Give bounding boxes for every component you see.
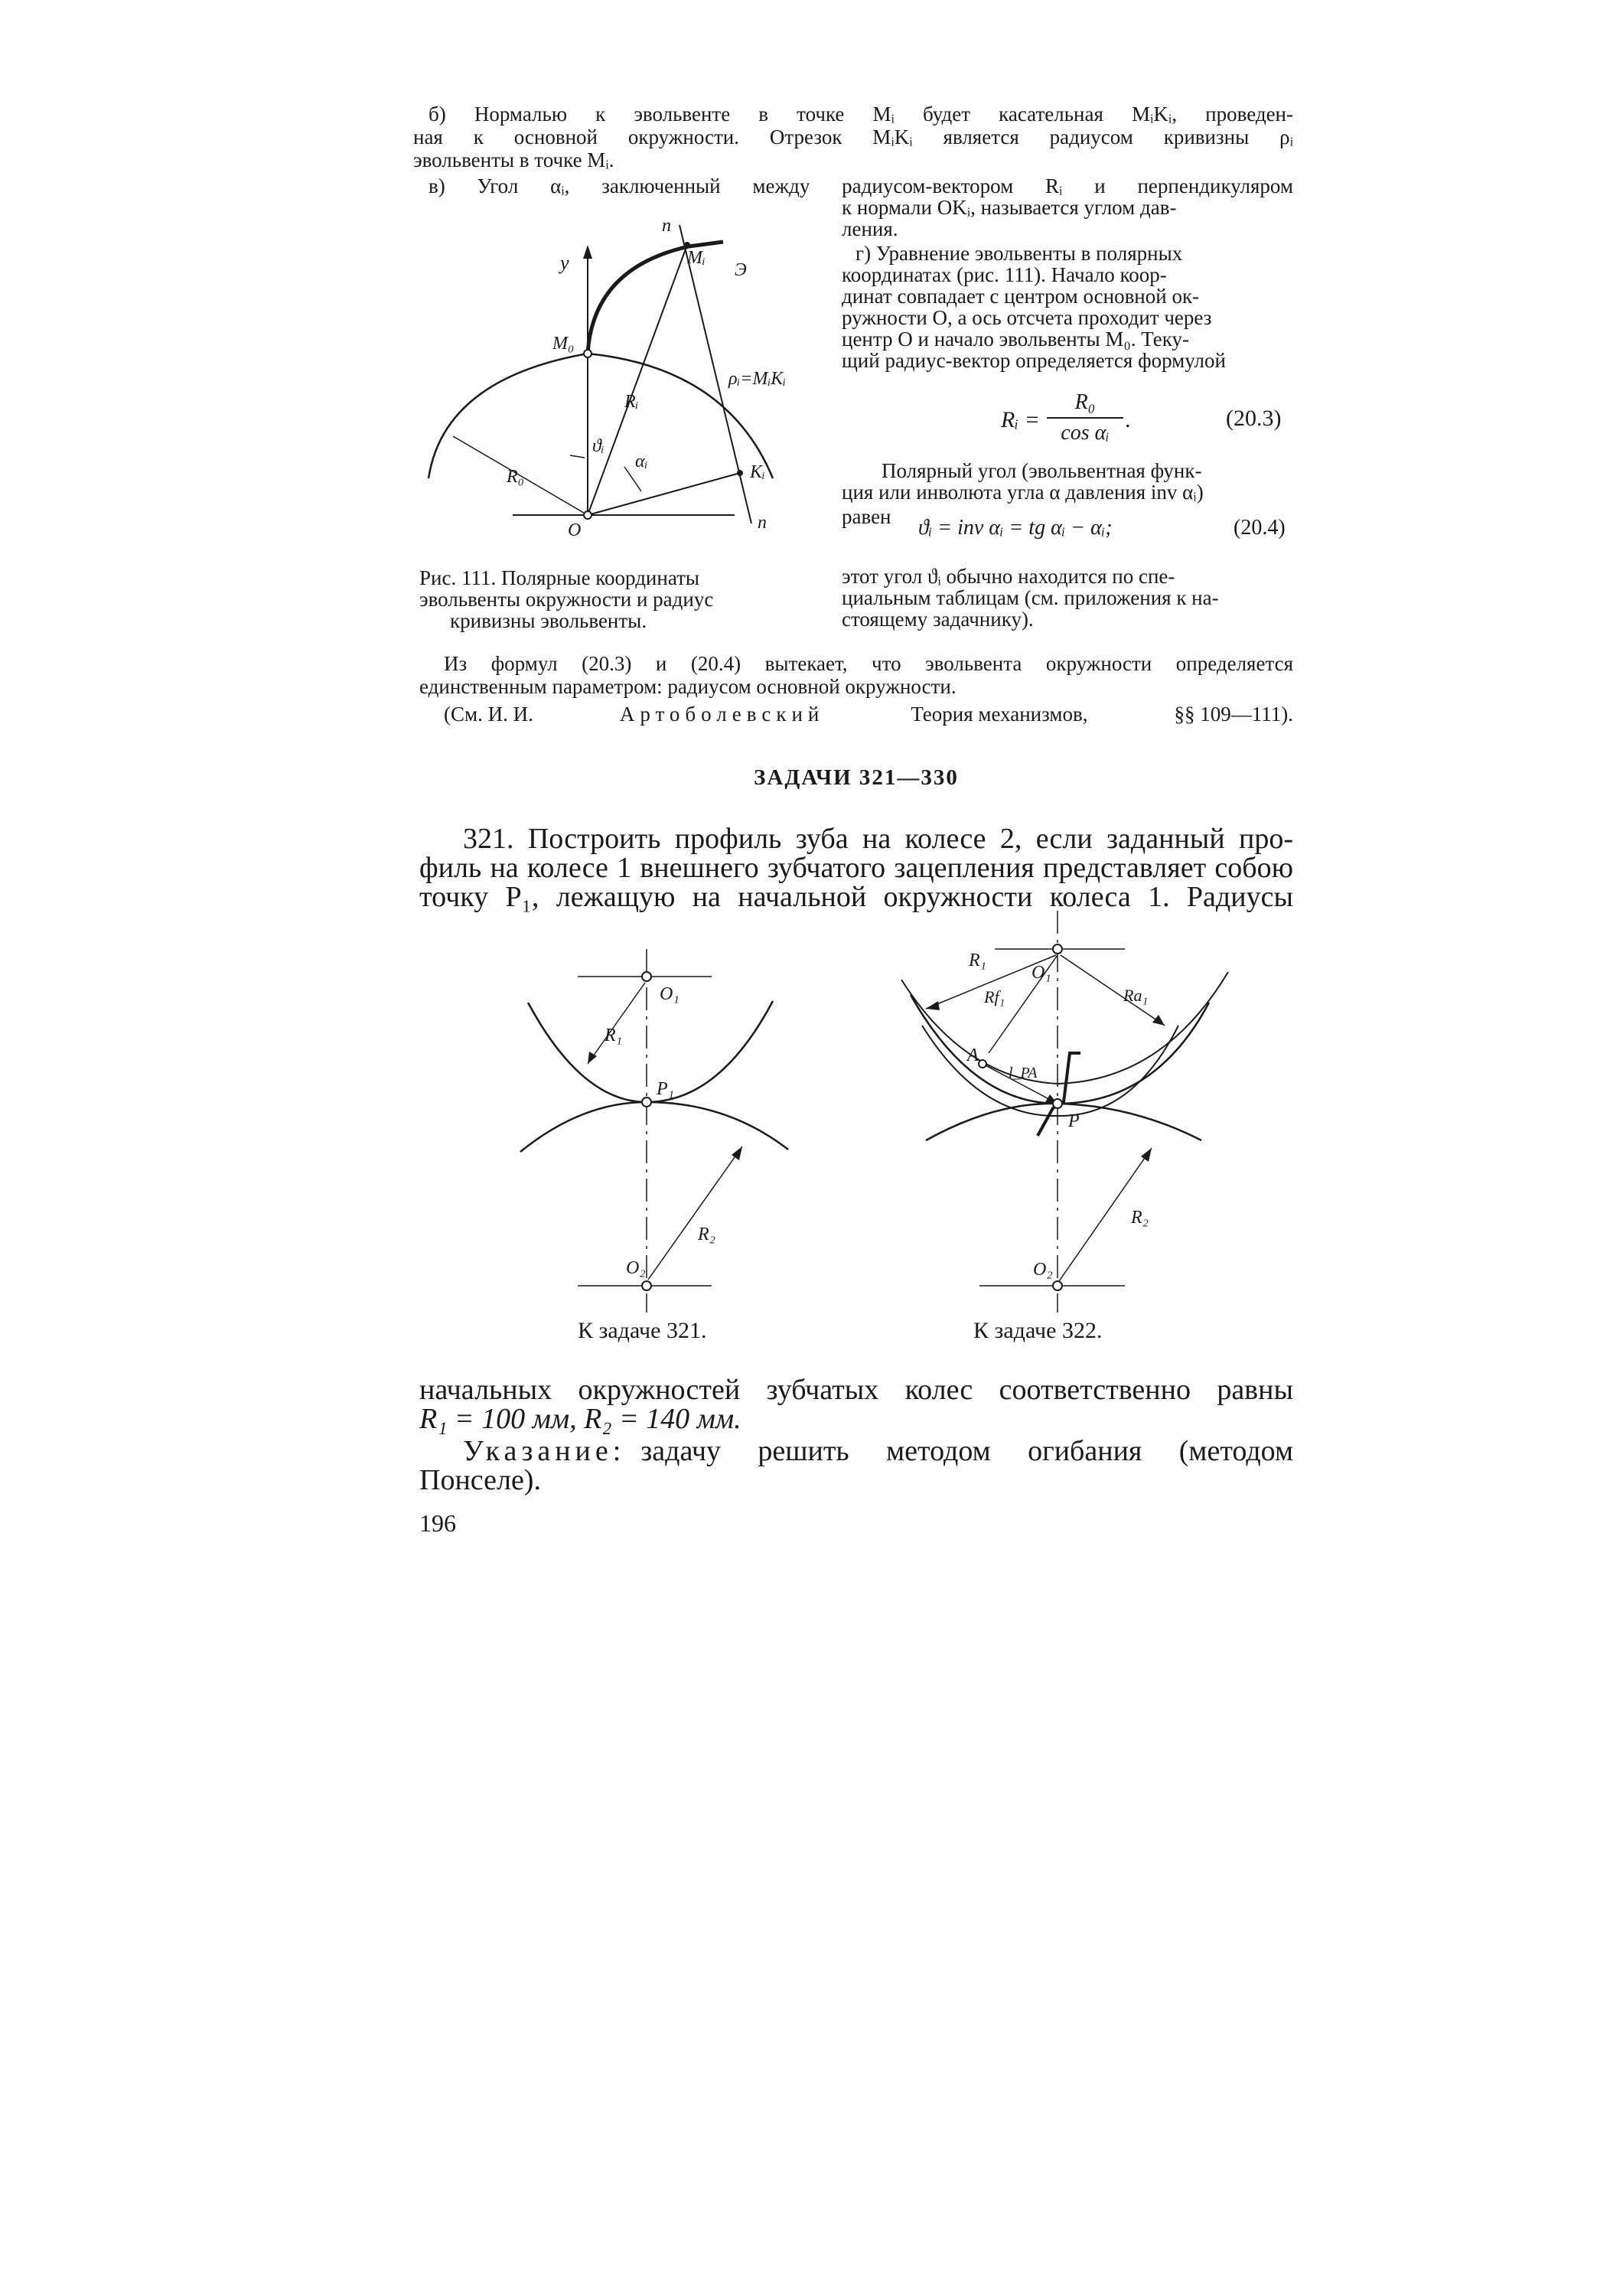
para-v-start: в) Угол αᵢ, заключенный между радиусом-вектором Rᵢ и перпендикуляром	[429, 174, 1293, 197]
para-g-line-1: г) Уравнение эвольвенты в полярных	[855, 242, 1183, 265]
hint-text: задачу решить методом огибания (методом	[640, 1435, 1293, 1467]
problem-cont-line-2: R₁ = 100 мм, R₂ = 140 мм.	[419, 1403, 741, 1435]
point-o1	[1053, 944, 1062, 954]
ra1-arrow	[1152, 1015, 1165, 1026]
reference-sections: §§ 109—111).	[1174, 703, 1293, 726]
ok-line	[588, 473, 740, 515]
para-g-line-4: ружности O, а ось отсчета проходит через	[842, 306, 1212, 329]
theta-arrow	[570, 455, 585, 458]
after-eq-line-1: этот угол ϑᵢ обычно находится по спе-	[842, 565, 1175, 588]
eq-204: ϑᵢ = inv αᵢ = tg αᵢ − αᵢ;	[918, 516, 1113, 540]
label-m0: M₀	[552, 334, 575, 354]
r1-arrow	[926, 1001, 940, 1010]
problem-321-line-1: 321. Построить профиль зуба на колесе 2, если заданный про-	[463, 823, 1293, 855]
label-n-bottom: n	[758, 513, 767, 533]
point-o2	[1053, 1281, 1062, 1290]
hint-line-1	[463, 1434, 1293, 1468]
label-o1: O₁	[1031, 963, 1051, 983]
label-rho: ρᵢ=MᵢKᵢ	[728, 369, 787, 389]
conclusion-line-1: Из формул (20.3) и (20.4) вытекает, что эвольвента окружности определяется	[444, 652, 1293, 675]
point-o2	[642, 1281, 651, 1290]
wheel-1-tip-arc	[901, 972, 1228, 1084]
fig321-caption: К задаче 321.	[578, 1318, 707, 1343]
para-b-line-2: ная к основной окружности. Отрезок MᵢKᵢ является радиусом кривизны ρᵢ	[413, 126, 1293, 148]
label-ri: Rᵢ	[624, 392, 639, 412]
after-eq-line-2: циальным таблицам (см. приложения к на-	[842, 586, 1219, 609]
label-rf1: Rf₁	[984, 987, 1005, 1006]
point-p1	[642, 1097, 651, 1107]
eq-203-tail: .	[1125, 407, 1131, 432]
label-n-top: n	[662, 216, 671, 236]
figure-111	[398, 214, 842, 566]
label-o: O	[568, 520, 582, 540]
r2-arrow	[1141, 1148, 1152, 1162]
eq-203-lhs: Rᵢ =	[1001, 407, 1040, 432]
label-o1: O₁	[660, 984, 680, 1004]
wheel-2-arc	[926, 1104, 1201, 1140]
eq-203-numerator: R₀	[1074, 390, 1096, 414]
wheel-1-arc	[528, 1001, 773, 1102]
problem-cont-line-1: начальных окружностей зубчатых колес соответственно равны	[419, 1374, 1293, 1406]
eq-203-fraction-bar	[1047, 417, 1123, 419]
reference-open: (См. И. И.	[444, 703, 533, 726]
label-p: P	[1068, 1111, 1080, 1131]
para-g-line-3: динат совпадает с центром основной ок-	[842, 285, 1200, 308]
point-a	[979, 1060, 986, 1068]
point-p	[1053, 1099, 1062, 1108]
label-ki: Kᵢ	[750, 462, 765, 482]
point-m0	[584, 350, 592, 357]
fig322-caption: К задаче 322.	[973, 1318, 1103, 1343]
eq-204-number: (20.4)	[1234, 516, 1286, 540]
base-circle-arc	[429, 354, 773, 478]
para-g-line-6: щий радиус-вектор определяется формулой	[842, 349, 1226, 372]
polar-line-1: Полярный угол (эвольвентная функ-	[882, 459, 1202, 482]
label-r1: R₁	[969, 951, 987, 970]
hint-label: Указание:	[463, 1435, 626, 1467]
para-g-line-5: центр O и начало эвольвенты M₀. Теку-	[842, 328, 1189, 351]
label-y: y	[560, 252, 569, 274]
label-o2: O₂	[1033, 1260, 1053, 1280]
radius-vector-ri	[588, 245, 687, 515]
label-lpa: l_PA	[1009, 1065, 1038, 1081]
problem-321-line-2: филь на колесе 1 внешнего зубчатого зацепления представляет собою	[419, 852, 1293, 884]
fig111-caption-line-3: кривизны эвольвенты.	[450, 609, 647, 632]
label-a: A	[967, 1045, 979, 1065]
label-theta: ϑᵢ	[592, 436, 605, 456]
eq-203-number: (20.3)	[1226, 406, 1282, 431]
reference-title: Теория механизмов,	[911, 703, 1088, 726]
point-ki	[737, 470, 743, 476]
label-mi: Mᵢ	[687, 248, 706, 268]
fig111-caption-line-1: Рис. 111. Полярные координаты	[419, 566, 700, 589]
figure-321	[490, 949, 842, 1316]
para-b-line-3: эвольвенты в точке Mᵢ.	[413, 148, 614, 171]
reference-line	[444, 703, 1293, 726]
label-r0: R₀	[507, 467, 525, 487]
para-v-line-2: ления.	[842, 217, 898, 240]
para-b-line-1: б) Нормалью к эвольвенте в точке Mᵢ будет касательная MᵢKᵢ, проведен-	[429, 103, 1293, 126]
figure-322	[880, 911, 1263, 1316]
polar-line-2: ция или инволюта угла α давления inv αᵢ)	[842, 481, 1204, 504]
para-v-line-1: к нормали OKᵢ, называется углом дав-	[842, 196, 1177, 219]
label-r2: R₂	[698, 1225, 716, 1244]
wheel-2-arc	[520, 1102, 788, 1152]
label-r1: R₁	[605, 1026, 623, 1045]
fig111-caption-line-2: эвольвенты окружности и радиус	[419, 588, 714, 611]
conclusion-line-2: единственным параметром: радиусом основной окружности.	[419, 675, 957, 698]
after-eq-line-3: стоящему задачнику).	[842, 608, 1034, 631]
problem-321-line-3: точку P₁, лежащую на начальной окружности колеса 1. Радиусы	[419, 881, 1293, 913]
point-mi	[684, 242, 690, 248]
para-g-line-2: координатах (рис. 111). Начало коор-	[842, 263, 1167, 286]
polar-line-3: равен	[842, 505, 891, 528]
hint-line-2: Понселе).	[419, 1464, 541, 1496]
r2-line	[648, 1146, 742, 1280]
section-title: ЗАДАЧИ 321—330	[754, 765, 959, 790]
ra1-line	[1061, 955, 1165, 1026]
y-axis-arrow	[583, 245, 592, 259]
r2-arrow	[732, 1146, 742, 1160]
label-alpha: αᵢ	[635, 452, 648, 471]
point-o1	[642, 972, 651, 981]
label-p1: P₁	[657, 1079, 675, 1099]
reference-author: Артоболевский	[619, 703, 825, 726]
label-r2: R₂	[1131, 1208, 1149, 1228]
page-number: 196	[419, 1509, 456, 1537]
point-o	[584, 511, 592, 519]
label-o2: O₂	[626, 1258, 646, 1278]
r1-line	[588, 983, 645, 1064]
eq-203-denominator: cos αᵢ	[1061, 421, 1110, 445]
label-e: Э	[735, 260, 747, 280]
label-ra1: Ra₁	[1123, 986, 1149, 1005]
